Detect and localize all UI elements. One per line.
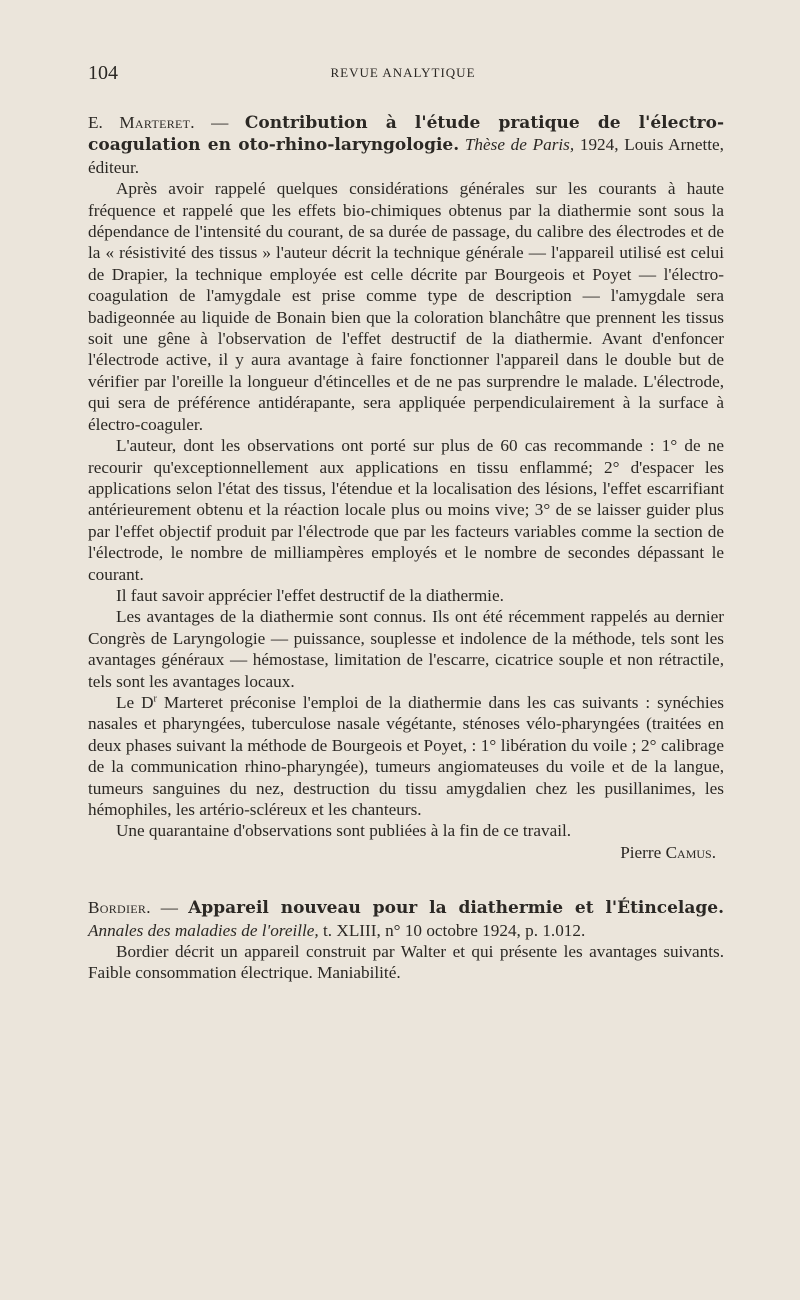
review-author: Bordier: [88, 898, 147, 918]
reviewer-signature: [88, 842, 724, 863]
review-author: Marteret: [119, 113, 191, 132]
publication-details: 1924, Louis Arnette, éditeur.: [88, 135, 724, 177]
review-title: Contribution à l'étude pratique de l'électro-coagulation en oto-rhino-laryngologie.: [88, 113, 724, 156]
signature-period: .: [711, 842, 716, 862]
superscript: r: [153, 693, 157, 705]
body-paragraph: Il faut savoir apprécier l'effet destructif de la diathermie.: [116, 585, 504, 605]
page-header: [88, 62, 718, 86]
heading-dash: . —: [190, 113, 245, 132]
body-paragraph: Les avantages de la diathermie sont connus. Ils ont été récemment rappelés au dernier Congrès de Laryngologie — puissance, souplesse et indolence de la méthode, tels sont les avantages généraux — hémostase, limitation de l'escarre, cicatrice souple et non rétractile, tels sont les avantages locaux.: [88, 607, 724, 691]
body-paragraph: [88, 692, 724, 820]
section-gap: [88, 863, 724, 897]
review-heading: [88, 112, 724, 178]
publication-source: Thèse de Paris,: [459, 135, 575, 155]
publication-source: Annales des maladies de l'oreille,: [88, 920, 319, 940]
paragraph-text: Marteret préconise l'emploi de la diathermie dans les cas suivants : synéchies nasales et pharyngées, tuberculose nasale végétante, sténoses vélo-pharyngées (traitées en deux phases suivant la méthode de Bourgeois et Poyet, : 1° libération du voile ; 2° calibrage de la communication rhino-pharyngée), tumeurs angiomateuses du voile et de la langue, tumeurs sanguines du nez, destruction du tissu amygdalien chez les pusillanimes, les hémophiles, les artério-scléreux et les chanteurs.: [88, 692, 724, 819]
review-title: Appareil nouveau pour la diathermie et l'Étincelage.: [188, 898, 724, 919]
author-initial: E.: [88, 113, 120, 132]
body-paragraph: L'auteur, dont les observations ont porté sur plus de 60 cas recommande : 1° de ne recourir qu'exceptionnellement aux applications en tissu enflammé; 2° d'espacer les applications selon l'état des tissus, l'étendue et la localisation des lésions, l'effet escarrifiant antérieurement obtenu et la réaction locale plus ou moins vive; 3° de se laisser guider plus par l'effet objectif produit par l'électrode que par les facteurs variables comme la section de l'électrode, le nombre de milliampères employés et le nombre de secondes dépassant le courant.: [88, 436, 724, 584]
body-paragraph: Bordier décrit un appareil construit par Walter et qui présente les avantages suivants. Faible consommation électrique. Maniabilité.: [88, 942, 724, 983]
page-number: 104: [88, 62, 118, 84]
text-column: [88, 112, 724, 984]
publication-details: t. XLIII, n° 10 octobre 1924, p. 1.012.: [318, 920, 586, 940]
body-paragraph: Après avoir rappelé quelques considérations générales sur les courants à haute fréquence et rappelé que les effets bio-chimiques obtenus par la diathermie sont sous la dépendance de l'intensité du courant, de sa durée de passage, du calibre des électrodes et de la « résistivité des tissus » l'auteur décrit la technique générale — l'appareil utilisé est celui de Drapier, la technique employée est celle décrite par Bourgeois et Poyet — l'électro-coagulation de l'amygdale est prise comme type de description — l'amygdale sera badigeonnée au liquide de Bonain bien que la coloration blanchâtre que prennent les tissus soit une gêne à l'observation de l'effet destructif de la diathermie. Avant d'enfoncer l'électrode active, il y aura avantage à faire fonctionner l'appareil dans le double but de vérifier par l'oreille la longueur d'étincelles et de ne pas surprendre le malade. L'électrode, qui sera de préférence antidérapante, sera appliquée perpendiculairement à la surface à électro-coaguler.: [88, 179, 724, 434]
body-paragraph: Une quarantaine d'observations sont publiées à la fin de ce travail.: [116, 821, 572, 841]
signature-last-name: Camus: [665, 842, 712, 862]
running-title: REVUE ANALYTIQUE: [330, 65, 476, 80]
heading-dash: . —: [146, 898, 189, 918]
paragraph-text: Le D: [116, 692, 154, 712]
review-heading: [88, 897, 724, 941]
signature-first-name: Pierre: [620, 842, 666, 862]
